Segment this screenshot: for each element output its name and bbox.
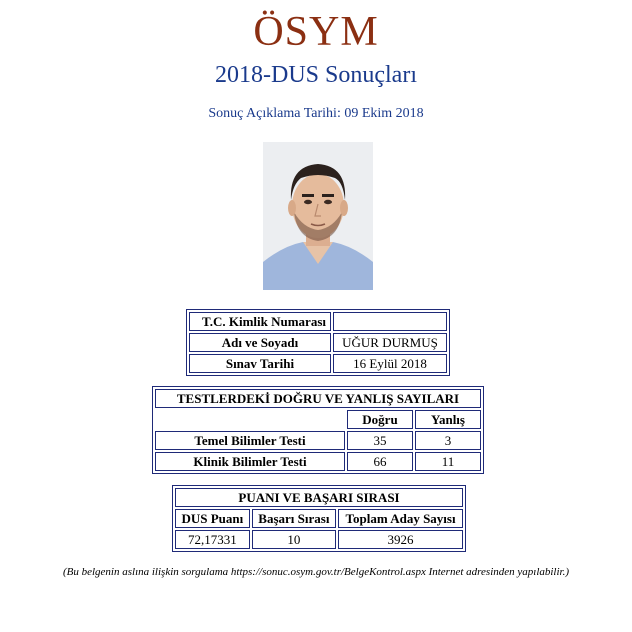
verification-note: (Bu belgenin aslına ilişkin sorgulama https://sonuc.osym.gov.tr/BelgeKontrol.aspx Internet adresinden yapılabilir.) — [62, 566, 570, 578]
col-correct: Doğru — [347, 410, 413, 429]
name-value: UĞUR DURMUŞ — [333, 333, 447, 352]
col-score: DUS Puanı — [175, 509, 250, 528]
table-row — [175, 509, 463, 528]
table-row — [175, 488, 463, 507]
table-row — [189, 354, 447, 373]
tests-heading: TESTLERDEKİ DOĞRU VE YANLIŞ SAYILARI — [155, 389, 481, 408]
test-wrong: 3 — [415, 431, 481, 450]
id-label: T.C. Kimlik Numarası — [189, 312, 331, 331]
brand-title: ÖSYM — [253, 9, 379, 55]
col-rank: Başarı Sırası — [252, 509, 336, 528]
col-wrong: Yanlış — [415, 410, 481, 429]
exam-date-value: 16 Eylül 2018 — [333, 354, 447, 373]
score-value: 72,17331 — [175, 530, 250, 549]
id-value — [333, 312, 447, 331]
candidate-photo — [263, 142, 373, 290]
col-total: Toplam Aday Sayısı — [338, 509, 463, 528]
rank-value: 10 — [252, 530, 336, 549]
name-label: Adı ve Soyadı — [189, 333, 331, 352]
exam-date-label: Sınav Tarihi — [189, 354, 331, 373]
table-row — [189, 333, 447, 352]
table-row — [189, 312, 447, 331]
table-row — [155, 410, 481, 429]
empty-cell — [155, 410, 345, 429]
score-table — [172, 485, 466, 552]
test-results-table — [152, 386, 484, 474]
table-row — [155, 389, 481, 408]
table-row — [175, 530, 463, 549]
page-title: 2018-DUS Sonuçları — [215, 62, 417, 88]
test-correct: 35 — [347, 431, 413, 450]
table-row — [155, 431, 481, 450]
total-value: 3926 — [338, 530, 463, 549]
announcement-date: Sonuç Açıklama Tarihi: 09 Ekim 2018 — [208, 106, 424, 121]
test-name: Temel Bilimler Testi — [155, 431, 345, 450]
candidate-info-table — [186, 309, 450, 376]
test-correct: 66 — [347, 452, 413, 471]
test-wrong: 11 — [415, 452, 481, 471]
score-heading: PUANI VE BAŞARI SIRASI — [175, 488, 463, 507]
table-row — [155, 452, 481, 471]
test-name: Klinik Bilimler Testi — [155, 452, 345, 471]
